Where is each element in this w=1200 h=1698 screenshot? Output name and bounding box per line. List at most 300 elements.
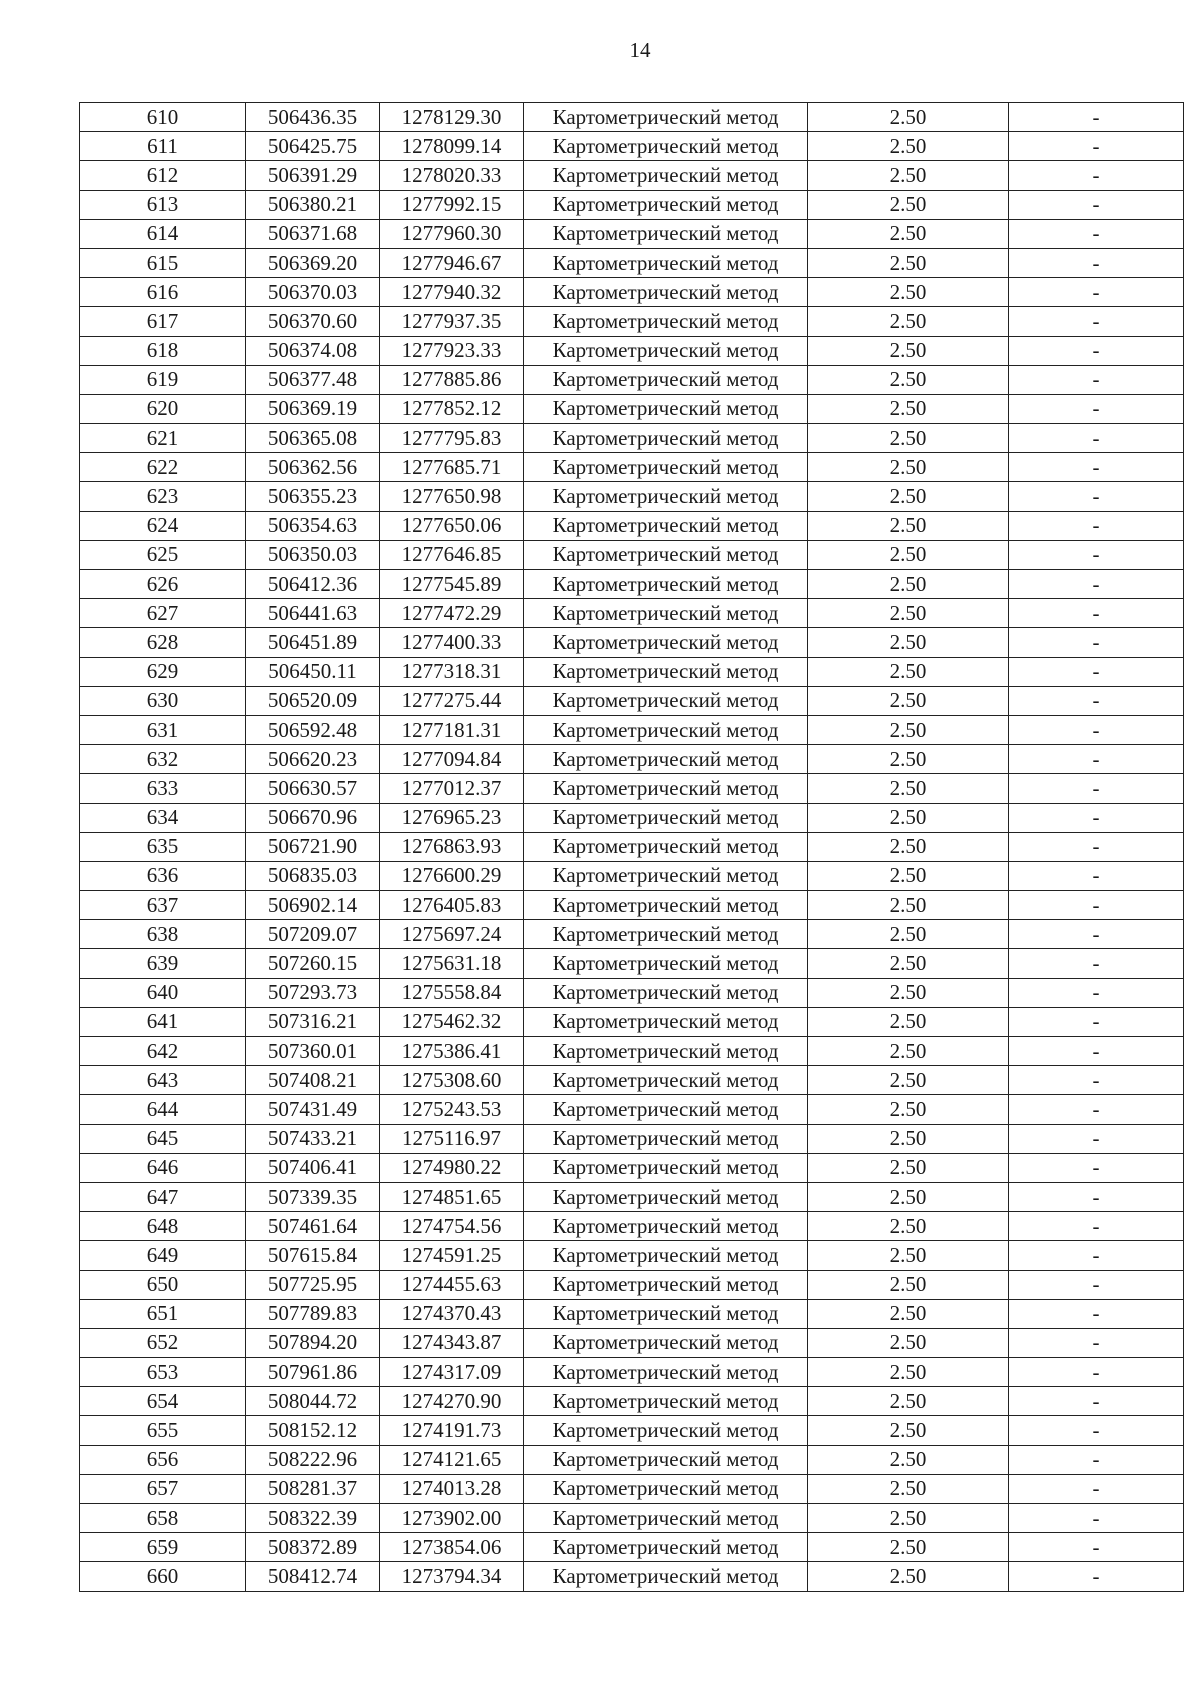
y-coordinate-cell: 1275386.41 <box>380 1037 524 1066</box>
coordinates-table <box>79 102 1184 1592</box>
method-cell: Картометрический метод <box>524 511 808 540</box>
description-cell: - <box>1009 394 1184 423</box>
description-cell: - <box>1009 1358 1184 1387</box>
y-coordinate-cell: 1277960.30 <box>380 219 524 248</box>
y-coordinate-cell: 1277275.44 <box>380 686 524 715</box>
x-coordinate-cell: 508152.12 <box>246 1416 380 1445</box>
table-row <box>80 978 1184 1007</box>
table-row <box>80 599 1184 628</box>
description-cell: - <box>1009 1066 1184 1095</box>
x-coordinate-cell: 506350.03 <box>246 540 380 569</box>
description-cell: - <box>1009 774 1184 803</box>
method-cell: Картометрический метод <box>524 336 808 365</box>
y-coordinate-cell: 1274121.65 <box>380 1445 524 1474</box>
x-coordinate-cell: 507433.21 <box>246 1124 380 1153</box>
method-cell: Картометрический метод <box>524 1416 808 1445</box>
y-coordinate-cell: 1277650.98 <box>380 482 524 511</box>
table-row <box>80 365 1184 394</box>
description-cell: - <box>1009 1299 1184 1328</box>
y-coordinate-cell: 1274013.28 <box>380 1474 524 1503</box>
point-number-cell: 645 <box>80 1124 246 1153</box>
description-cell: - <box>1009 365 1184 394</box>
point-number-cell: 641 <box>80 1007 246 1036</box>
method-cell: Картометрический метод <box>524 1095 808 1124</box>
description-cell: - <box>1009 1562 1184 1591</box>
precision-cell: 2.50 <box>808 1328 1009 1357</box>
precision-cell: 2.50 <box>808 1533 1009 1562</box>
table-row <box>80 1241 1184 1270</box>
precision-cell: 2.50 <box>808 248 1009 277</box>
method-cell: Картометрический метод <box>524 1212 808 1241</box>
method-cell: Картометрический метод <box>524 1562 808 1591</box>
point-number-cell: 631 <box>80 715 246 744</box>
point-number-cell: 624 <box>80 511 246 540</box>
y-coordinate-cell: 1276965.23 <box>380 803 524 832</box>
x-coordinate-cell: 507408.21 <box>246 1066 380 1095</box>
precision-cell: 2.50 <box>808 394 1009 423</box>
table-row <box>80 891 1184 920</box>
description-cell: - <box>1009 861 1184 890</box>
table-row <box>80 1504 1184 1533</box>
table-row <box>80 161 1184 190</box>
precision-cell: 2.50 <box>808 424 1009 453</box>
description-cell: - <box>1009 1504 1184 1533</box>
method-cell: Картометрический метод <box>524 103 808 132</box>
table-row <box>80 103 1184 132</box>
x-coordinate-cell: 507615.84 <box>246 1241 380 1270</box>
point-number-cell: 647 <box>80 1182 246 1211</box>
y-coordinate-cell: 1277012.37 <box>380 774 524 803</box>
table-row <box>80 1007 1184 1036</box>
description-cell: - <box>1009 978 1184 1007</box>
method-cell: Картометрический метод <box>524 832 808 861</box>
y-coordinate-cell: 1274317.09 <box>380 1358 524 1387</box>
precision-cell: 2.50 <box>808 1153 1009 1182</box>
y-coordinate-cell: 1275558.84 <box>380 978 524 1007</box>
table-row <box>80 1212 1184 1241</box>
point-number-cell: 615 <box>80 248 246 277</box>
precision-cell: 2.50 <box>808 278 1009 307</box>
y-coordinate-cell: 1273794.34 <box>380 1562 524 1591</box>
table-row <box>80 453 1184 482</box>
precision-cell: 2.50 <box>808 1007 1009 1036</box>
table-row <box>80 1416 1184 1445</box>
table-row <box>80 1474 1184 1503</box>
precision-cell: 2.50 <box>808 832 1009 861</box>
point-number-cell: 630 <box>80 686 246 715</box>
description-cell: - <box>1009 1416 1184 1445</box>
point-number-cell: 659 <box>80 1533 246 1562</box>
precision-cell: 2.50 <box>808 365 1009 394</box>
point-number-cell: 642 <box>80 1037 246 1066</box>
precision-cell: 2.50 <box>808 1066 1009 1095</box>
table-row <box>80 1387 1184 1416</box>
y-coordinate-cell: 1277795.83 <box>380 424 524 453</box>
method-cell: Картометрический метод <box>524 1241 808 1270</box>
y-coordinate-cell: 1278020.33 <box>380 161 524 190</box>
description-cell: - <box>1009 803 1184 832</box>
method-cell: Картометрический метод <box>524 1299 808 1328</box>
y-coordinate-cell: 1277923.33 <box>380 336 524 365</box>
description-cell: - <box>1009 891 1184 920</box>
x-coordinate-cell: 508222.96 <box>246 1445 380 1474</box>
table-row <box>80 219 1184 248</box>
y-coordinate-cell: 1277181.31 <box>380 715 524 744</box>
point-number-cell: 637 <box>80 891 246 920</box>
x-coordinate-cell: 508044.72 <box>246 1387 380 1416</box>
x-coordinate-cell: 506670.96 <box>246 803 380 832</box>
point-number-cell: 618 <box>80 336 246 365</box>
y-coordinate-cell: 1276405.83 <box>380 891 524 920</box>
x-coordinate-cell: 506370.60 <box>246 307 380 336</box>
x-coordinate-cell: 506374.08 <box>246 336 380 365</box>
precision-cell: 2.50 <box>808 1182 1009 1211</box>
precision-cell: 2.50 <box>808 511 1009 540</box>
point-number-cell: 635 <box>80 832 246 861</box>
point-number-cell: 652 <box>80 1328 246 1357</box>
point-number-cell: 653 <box>80 1358 246 1387</box>
y-coordinate-cell: 1278129.30 <box>380 103 524 132</box>
x-coordinate-cell: 506354.63 <box>246 511 380 540</box>
method-cell: Картометрический метод <box>524 657 808 686</box>
coordinates-table-body <box>80 103 1184 1592</box>
precision-cell: 2.50 <box>808 1241 1009 1270</box>
method-cell: Картометрический метод <box>524 307 808 336</box>
precision-cell: 2.50 <box>808 745 1009 774</box>
description-cell: - <box>1009 1387 1184 1416</box>
description-cell: - <box>1009 1212 1184 1241</box>
table-row <box>80 803 1184 832</box>
x-coordinate-cell: 506592.48 <box>246 715 380 744</box>
description-cell: - <box>1009 307 1184 336</box>
table-row <box>80 1358 1184 1387</box>
precision-cell: 2.50 <box>808 1358 1009 1387</box>
precision-cell: 2.50 <box>808 161 1009 190</box>
table-row <box>80 570 1184 599</box>
x-coordinate-cell: 508322.39 <box>246 1504 380 1533</box>
point-number-cell: 628 <box>80 628 246 657</box>
table-row <box>80 307 1184 336</box>
description-cell: - <box>1009 540 1184 569</box>
table-row <box>80 628 1184 657</box>
description-cell: - <box>1009 248 1184 277</box>
y-coordinate-cell: 1276600.29 <box>380 861 524 890</box>
precision-cell: 2.50 <box>808 1124 1009 1153</box>
description-cell: - <box>1009 278 1184 307</box>
point-number-cell: 654 <box>80 1387 246 1416</box>
point-number-cell: 623 <box>80 482 246 511</box>
y-coordinate-cell: 1277545.89 <box>380 570 524 599</box>
method-cell: Картометрический метод <box>524 161 808 190</box>
description-cell: - <box>1009 1095 1184 1124</box>
method-cell: Картометрический метод <box>524 453 808 482</box>
method-cell: Картометрический метод <box>524 1270 808 1299</box>
table-row <box>80 278 1184 307</box>
y-coordinate-cell: 1273902.00 <box>380 1504 524 1533</box>
table-row <box>80 1095 1184 1124</box>
x-coordinate-cell: 507339.35 <box>246 1182 380 1211</box>
description-cell: - <box>1009 1445 1184 1474</box>
x-coordinate-cell: 507894.20 <box>246 1328 380 1357</box>
y-coordinate-cell: 1277852.12 <box>380 394 524 423</box>
y-coordinate-cell: 1275697.24 <box>380 920 524 949</box>
y-coordinate-cell: 1277937.35 <box>380 307 524 336</box>
point-number-cell: 620 <box>80 394 246 423</box>
y-coordinate-cell: 1277094.84 <box>380 745 524 774</box>
table-row <box>80 248 1184 277</box>
point-number-cell: 632 <box>80 745 246 774</box>
x-coordinate-cell: 506835.03 <box>246 861 380 890</box>
table-row <box>80 511 1184 540</box>
point-number-cell: 610 <box>80 103 246 132</box>
x-coordinate-cell: 507260.15 <box>246 949 380 978</box>
table-row <box>80 190 1184 219</box>
description-cell: - <box>1009 1007 1184 1036</box>
y-coordinate-cell: 1275243.53 <box>380 1095 524 1124</box>
x-coordinate-cell: 506902.14 <box>246 891 380 920</box>
description-cell: - <box>1009 336 1184 365</box>
x-coordinate-cell: 506369.19 <box>246 394 380 423</box>
method-cell: Картометрический метод <box>524 978 808 1007</box>
precision-cell: 2.50 <box>808 1095 1009 1124</box>
table-row <box>80 1037 1184 1066</box>
precision-cell: 2.50 <box>808 686 1009 715</box>
method-cell: Картометрический метод <box>524 540 808 569</box>
method-cell: Картометрический метод <box>524 278 808 307</box>
description-cell: - <box>1009 453 1184 482</box>
precision-cell: 2.50 <box>808 1387 1009 1416</box>
description-cell: - <box>1009 132 1184 161</box>
precision-cell: 2.50 <box>808 1212 1009 1241</box>
method-cell: Картометрический метод <box>524 715 808 744</box>
method-cell: Картометрический метод <box>524 1328 808 1357</box>
y-coordinate-cell: 1277650.06 <box>380 511 524 540</box>
x-coordinate-cell: 507293.73 <box>246 978 380 1007</box>
precision-cell: 2.50 <box>808 540 1009 569</box>
method-cell: Картометрический метод <box>524 570 808 599</box>
y-coordinate-cell: 1274343.87 <box>380 1328 524 1357</box>
table-row <box>80 1533 1184 1562</box>
method-cell: Картометрический метод <box>524 1387 808 1416</box>
precision-cell: 2.50 <box>808 599 1009 628</box>
x-coordinate-cell: 507725.95 <box>246 1270 380 1299</box>
precision-cell: 2.50 <box>808 103 1009 132</box>
y-coordinate-cell: 1275462.32 <box>380 1007 524 1036</box>
point-number-cell: 646 <box>80 1153 246 1182</box>
point-number-cell: 657 <box>80 1474 246 1503</box>
y-coordinate-cell: 1277946.67 <box>380 248 524 277</box>
precision-cell: 2.50 <box>808 978 1009 1007</box>
x-coordinate-cell: 508412.74 <box>246 1562 380 1591</box>
point-number-cell: 627 <box>80 599 246 628</box>
description-cell: - <box>1009 424 1184 453</box>
description-cell: - <box>1009 482 1184 511</box>
precision-cell: 2.50 <box>808 307 1009 336</box>
table-row <box>80 1270 1184 1299</box>
point-number-cell: 626 <box>80 570 246 599</box>
method-cell: Картометрический метод <box>524 861 808 890</box>
description-cell: - <box>1009 1474 1184 1503</box>
x-coordinate-cell: 506391.29 <box>246 161 380 190</box>
description-cell: - <box>1009 832 1184 861</box>
method-cell: Картометрический метод <box>524 219 808 248</box>
x-coordinate-cell: 506425.75 <box>246 132 380 161</box>
method-cell: Картометрический метод <box>524 1066 808 1095</box>
table-row <box>80 1182 1184 1211</box>
description-cell: - <box>1009 1270 1184 1299</box>
method-cell: Картометрический метод <box>524 365 808 394</box>
precision-cell: 2.50 <box>808 1474 1009 1503</box>
table-row <box>80 920 1184 949</box>
precision-cell: 2.50 <box>808 219 1009 248</box>
description-cell: - <box>1009 1533 1184 1562</box>
y-coordinate-cell: 1275308.60 <box>380 1066 524 1095</box>
description-cell: - <box>1009 686 1184 715</box>
x-coordinate-cell: 507209.07 <box>246 920 380 949</box>
method-cell: Картометрический метод <box>524 190 808 219</box>
precision-cell: 2.50 <box>808 1416 1009 1445</box>
method-cell: Картометрический метод <box>524 1153 808 1182</box>
precision-cell: 2.50 <box>808 803 1009 832</box>
description-cell: - <box>1009 511 1184 540</box>
x-coordinate-cell: 506436.35 <box>246 103 380 132</box>
precision-cell: 2.50 <box>808 453 1009 482</box>
method-cell: Картометрический метод <box>524 891 808 920</box>
page-number: 14 <box>629 38 651 62</box>
point-number-cell: 640 <box>80 978 246 1007</box>
y-coordinate-cell: 1277992.15 <box>380 190 524 219</box>
x-coordinate-cell: 506355.23 <box>246 482 380 511</box>
table-row <box>80 861 1184 890</box>
table-row <box>80 774 1184 803</box>
precision-cell: 2.50 <box>808 1037 1009 1066</box>
table-row <box>80 336 1184 365</box>
x-coordinate-cell: 508281.37 <box>246 1474 380 1503</box>
precision-cell: 2.50 <box>808 1562 1009 1591</box>
precision-cell: 2.50 <box>808 336 1009 365</box>
x-coordinate-cell: 506371.68 <box>246 219 380 248</box>
method-cell: Картометрический метод <box>524 1358 808 1387</box>
method-cell: Картометрический метод <box>524 1445 808 1474</box>
point-number-cell: 634 <box>80 803 246 832</box>
method-cell: Картометрический метод <box>524 482 808 511</box>
table-row <box>80 686 1184 715</box>
y-coordinate-cell: 1274591.25 <box>380 1241 524 1270</box>
table-row <box>80 832 1184 861</box>
description-cell: - <box>1009 190 1184 219</box>
y-coordinate-cell: 1277885.86 <box>380 365 524 394</box>
precision-cell: 2.50 <box>808 949 1009 978</box>
x-coordinate-cell: 506721.90 <box>246 832 380 861</box>
y-coordinate-cell: 1274980.22 <box>380 1153 524 1182</box>
method-cell: Картометрический метод <box>524 1474 808 1503</box>
table-row <box>80 715 1184 744</box>
method-cell: Картометрический метод <box>524 686 808 715</box>
x-coordinate-cell: 506365.08 <box>246 424 380 453</box>
description-cell: - <box>1009 1124 1184 1153</box>
y-coordinate-cell: 1274851.65 <box>380 1182 524 1211</box>
table-row <box>80 1153 1184 1182</box>
description-cell: - <box>1009 920 1184 949</box>
method-cell: Картометрический метод <box>524 920 808 949</box>
point-number-cell: 660 <box>80 1562 246 1591</box>
method-cell: Картометрический метод <box>524 1124 808 1153</box>
y-coordinate-cell: 1277940.32 <box>380 278 524 307</box>
x-coordinate-cell: 508372.89 <box>246 1533 380 1562</box>
y-coordinate-cell: 1278099.14 <box>380 132 524 161</box>
point-number-cell: 612 <box>80 161 246 190</box>
point-number-cell: 636 <box>80 861 246 890</box>
x-coordinate-cell: 506620.23 <box>246 745 380 774</box>
description-cell: - <box>1009 628 1184 657</box>
precision-cell: 2.50 <box>808 891 1009 920</box>
x-coordinate-cell: 506441.63 <box>246 599 380 628</box>
point-number-cell: 619 <box>80 365 246 394</box>
precision-cell: 2.50 <box>808 1299 1009 1328</box>
method-cell: Картометрический метод <box>524 1533 808 1562</box>
method-cell: Картометрический метод <box>524 394 808 423</box>
x-coordinate-cell: 506630.57 <box>246 774 380 803</box>
table-row <box>80 540 1184 569</box>
point-number-cell: 644 <box>80 1095 246 1124</box>
point-number-cell: 656 <box>80 1445 246 1474</box>
x-coordinate-cell: 507789.83 <box>246 1299 380 1328</box>
table-row <box>80 1299 1184 1328</box>
method-cell: Картометрический метод <box>524 599 808 628</box>
description-cell: - <box>1009 715 1184 744</box>
point-number-cell: 639 <box>80 949 246 978</box>
x-coordinate-cell: 507316.21 <box>246 1007 380 1036</box>
description-cell: - <box>1009 1037 1184 1066</box>
y-coordinate-cell: 1274191.73 <box>380 1416 524 1445</box>
x-coordinate-cell: 506377.48 <box>246 365 380 394</box>
y-coordinate-cell: 1277400.33 <box>380 628 524 657</box>
method-cell: Картометрический метод <box>524 132 808 161</box>
table-row <box>80 424 1184 453</box>
point-number-cell: 614 <box>80 219 246 248</box>
x-coordinate-cell: 506369.20 <box>246 248 380 277</box>
x-coordinate-cell: 507431.49 <box>246 1095 380 1124</box>
precision-cell: 2.50 <box>808 1270 1009 1299</box>
table-row <box>80 657 1184 686</box>
x-coordinate-cell: 506520.09 <box>246 686 380 715</box>
point-number-cell: 658 <box>80 1504 246 1533</box>
method-cell: Картометрический метод <box>524 628 808 657</box>
x-coordinate-cell: 506362.56 <box>246 453 380 482</box>
table-row <box>80 1562 1184 1591</box>
y-coordinate-cell: 1273854.06 <box>380 1533 524 1562</box>
description-cell: - <box>1009 1328 1184 1357</box>
method-cell: Картометрический метод <box>524 424 808 453</box>
precision-cell: 2.50 <box>808 657 1009 686</box>
point-number-cell: 629 <box>80 657 246 686</box>
y-coordinate-cell: 1275116.97 <box>380 1124 524 1153</box>
x-coordinate-cell: 507461.64 <box>246 1212 380 1241</box>
method-cell: Картометрический метод <box>524 803 808 832</box>
y-coordinate-cell: 1277318.31 <box>380 657 524 686</box>
table-row <box>80 1124 1184 1153</box>
precision-cell: 2.50 <box>808 861 1009 890</box>
method-cell: Картометрический метод <box>524 774 808 803</box>
method-cell: Картометрический метод <box>524 745 808 774</box>
point-number-cell: 616 <box>80 278 246 307</box>
point-number-cell: 621 <box>80 424 246 453</box>
y-coordinate-cell: 1275631.18 <box>380 949 524 978</box>
x-coordinate-cell: 507406.41 <box>246 1153 380 1182</box>
y-coordinate-cell: 1274370.43 <box>380 1299 524 1328</box>
table-row <box>80 1445 1184 1474</box>
precision-cell: 2.50 <box>808 482 1009 511</box>
